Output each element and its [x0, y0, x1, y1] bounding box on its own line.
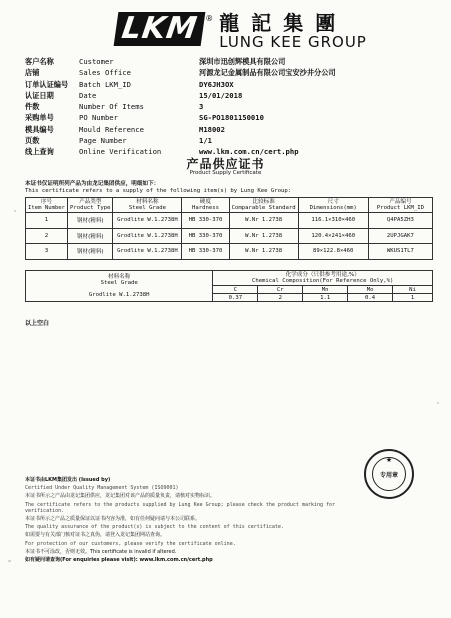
company-logo — [116, 12, 367, 50]
composition-value-row: 0.37 2 1.1 0.4 1 — [26, 294, 433, 302]
date-value: 15/01/2018 — [199, 90, 243, 100]
logo-chinese-name: 龍記集團 — [219, 11, 348, 35]
sales-office-value: 河源龙记金属制品有限公司宝安沙井分公司 — [199, 68, 336, 78]
scan-speck — [14, 210, 16, 212]
registered-mark: ® — [205, 14, 214, 23]
blank-below-note: 以上空白 — [25, 320, 50, 327]
items-value: 3 — [199, 102, 204, 112]
mould-ref-value: M18002 — [199, 124, 225, 134]
header-dimensions: 尺寸 Dimensions(mm) — [298, 198, 368, 213]
element-cr: Cr — [258, 286, 303, 294]
po-number-value: SG-PO1801150010 — [199, 113, 264, 123]
scan-speck — [437, 402, 439, 404]
logo-english-name: LUNG KEE GROUP — [219, 33, 367, 51]
header-steel-grade: 材料名称 Steel Grade — [113, 198, 182, 213]
table-row: 2 钢材(精料) Grodlite W.1.2738H HB 330-370 W.Nr 1.2738 120.4×241×460 2UPJGAK7 — [26, 228, 433, 244]
page-value: 1/1 — [199, 136, 212, 146]
certificate-title: 产品供应证书 — [186, 157, 265, 171]
element-mn: Mn — [303, 286, 348, 294]
online-verification-link[interactable]: www.lkm.com.cn/cert.php — [199, 147, 299, 157]
certificate-subtitle: Product Supply Certificate — [189, 170, 262, 176]
logo-mark: LKM — [114, 12, 206, 46]
element-mo: Mo — [348, 286, 393, 294]
batch-id-value: DY6JH3OX — [199, 79, 234, 89]
customer-value: 深圳市迅创辉模具有限公司 — [199, 57, 286, 66]
items-table-header — [26, 198, 433, 213]
scan-speck — [8, 560, 11, 562]
element-ni: Ni — [393, 286, 433, 294]
certificate-footnotes: 本证书由LKM集团发出 (Issued by) Certified Under Quality Management System (ISO9001) 本证书所示之产品由龙记集团供应，龙记集团对该产品的质量负责，请核对实物标识。 The certificate refers to the products supplied by Lung Kee Group; please check the product marking for verification. 本证书所示之产品之质量保证以证书内容为准，如有任何疑问请与本公司联系。 The quality assurance of the product(s) is subject to the content of this certificate. 如需要与有关部门核对证书之真伪，请登入龙记集团网站查询。 For protection of our customers, please verify the certificate online. 本证书不可涂改，否则无效。This certificate is invalid if altered. 如有疑问请查询(For enquiries please visit): www.lkm.com.cn/cert.php — [25, 477, 355, 565]
composition-header: 化学成分（只供参考用途,%） Chemical Composition(For Reference Only,%) — [213, 271, 433, 286]
table-row: 3 钢材(精料) Grodlite W.1.2738H HB 330-370 W.Nr 1.2738 89×122.8×460 WKUS1TL7 — [26, 244, 433, 260]
header-item-number: 序号 Item Number — [26, 198, 68, 213]
header-hardness: 硬度 Hardness — [182, 198, 229, 213]
header-comparable-standard: 比较标准 Comparable Standard — [229, 198, 298, 213]
certificate-statement: 本证书仅证明所列产品为由龙记集团供应，明细如下： This certificate refers to a supply of the following item(s) by Lung Kee Group: — [25, 181, 292, 194]
steel-grade-header: 材料名称 Steel Grade Grodlite W.1.2738H — [26, 271, 213, 302]
table-row: 1 钢材(精料) Grodlite W.1.2738H HB 330-370 W.Nr 1.2738 116.1×310×460 Q4PA5ZH3 — [26, 213, 433, 229]
header-product-id: 产品编号 Product LKM_ID — [368, 198, 432, 213]
items-table — [25, 197, 433, 260]
chemical-composition-table — [25, 270, 433, 302]
enquiry-link[interactable]: 如有疑问请查询(For enquiries please visit): www.lkm.com.cn/cert.php — [25, 557, 213, 564]
company-seal-icon: ★ 专用章 — [364, 449, 414, 499]
certificate-page: LKM ® 龍記集團 LUNG KEE GROUP 客户名称 Customer 深圳市迅创辉模具有限公司 店铺 Sales Office 河源龙记金属制品有限公司宝安沙井分公司 订单认证编号 Batch LKM_ID DY6JH3OX 认证日期 Date 15/01/2018 件数 Number Of Items 3 采购单号 PO Number SG-PO1801150010 模具编号 Mould Reference M18002 页数 Page Number 1/1 线上查询 Online Verification www.lkm.com.cn/cert.php 产品供应证书 Product Supply Certificate 本证书仅证明所列产品为由龙记集团供应，明细如下： This certificate refers to a supply of the following item(s) by Lung Kee Group: 序号 Item Number 产品类型 Product Type 材料名称 Steel Grade 硬度 Hardness 比较标准 Comparable Standard 尺寸 Dimensions(mm) 产品编号 Product LKM_ID 1 钢材(精料) Grodlite W.1.2738H HB 330-370 W.Nr 1.2738 116.1×310×460 Q4PA5ZH3 2 钢材(精料) Grodlite W.1.2738H HB 330-370 W.Nr 1.2738 120.4×241×460 2UPJGAK7 3 钢材(精料) Grodlite W.1.2738H HB 330-370 W.Nr 1.2738 89×122.8×460 WKUS1TL7 材料名称 Steel Grade Grodlite W.1.2738H 化学成分（只供参考用途,%） Chemical Composition(For Reference Only,%) C Cr Mn Mo Ni 0.37 2 1.1 0.4 1 以上空白 ★ 专用章 本证书由LKM集团发出 (Issued by) Certified Under Quality Management System (ISO9001) 本证书所示之产品由龙记集团供应，龙记集团对该产品的质量负责，请核对实物标识。 The certificate refers to the products supplied by Lung Kee Group; please check the product marking for verification. 本证书所示之产品之质量保证以证书内容为准，如有任何疑问请与本公司联系。 The quality assurance of the product(s) is subject to the content of this certificate. 如需要与有关部门核对证书之真伪，请登入龙记集团网站查询。 For protection of our customers, please verify the certificate online. 本证书不可涂改，否则无效。This certificate is invalid if altered. 如有疑问请查询(For enquiries please visit): www.lkm.com.cn/cert.php — [0, 0, 451, 618]
element-c: C — [213, 286, 258, 294]
steel-grade-value: Grodlite W.1.2738H — [88, 292, 150, 298]
header-product-type: 产品类型 Product Type — [68, 198, 113, 213]
